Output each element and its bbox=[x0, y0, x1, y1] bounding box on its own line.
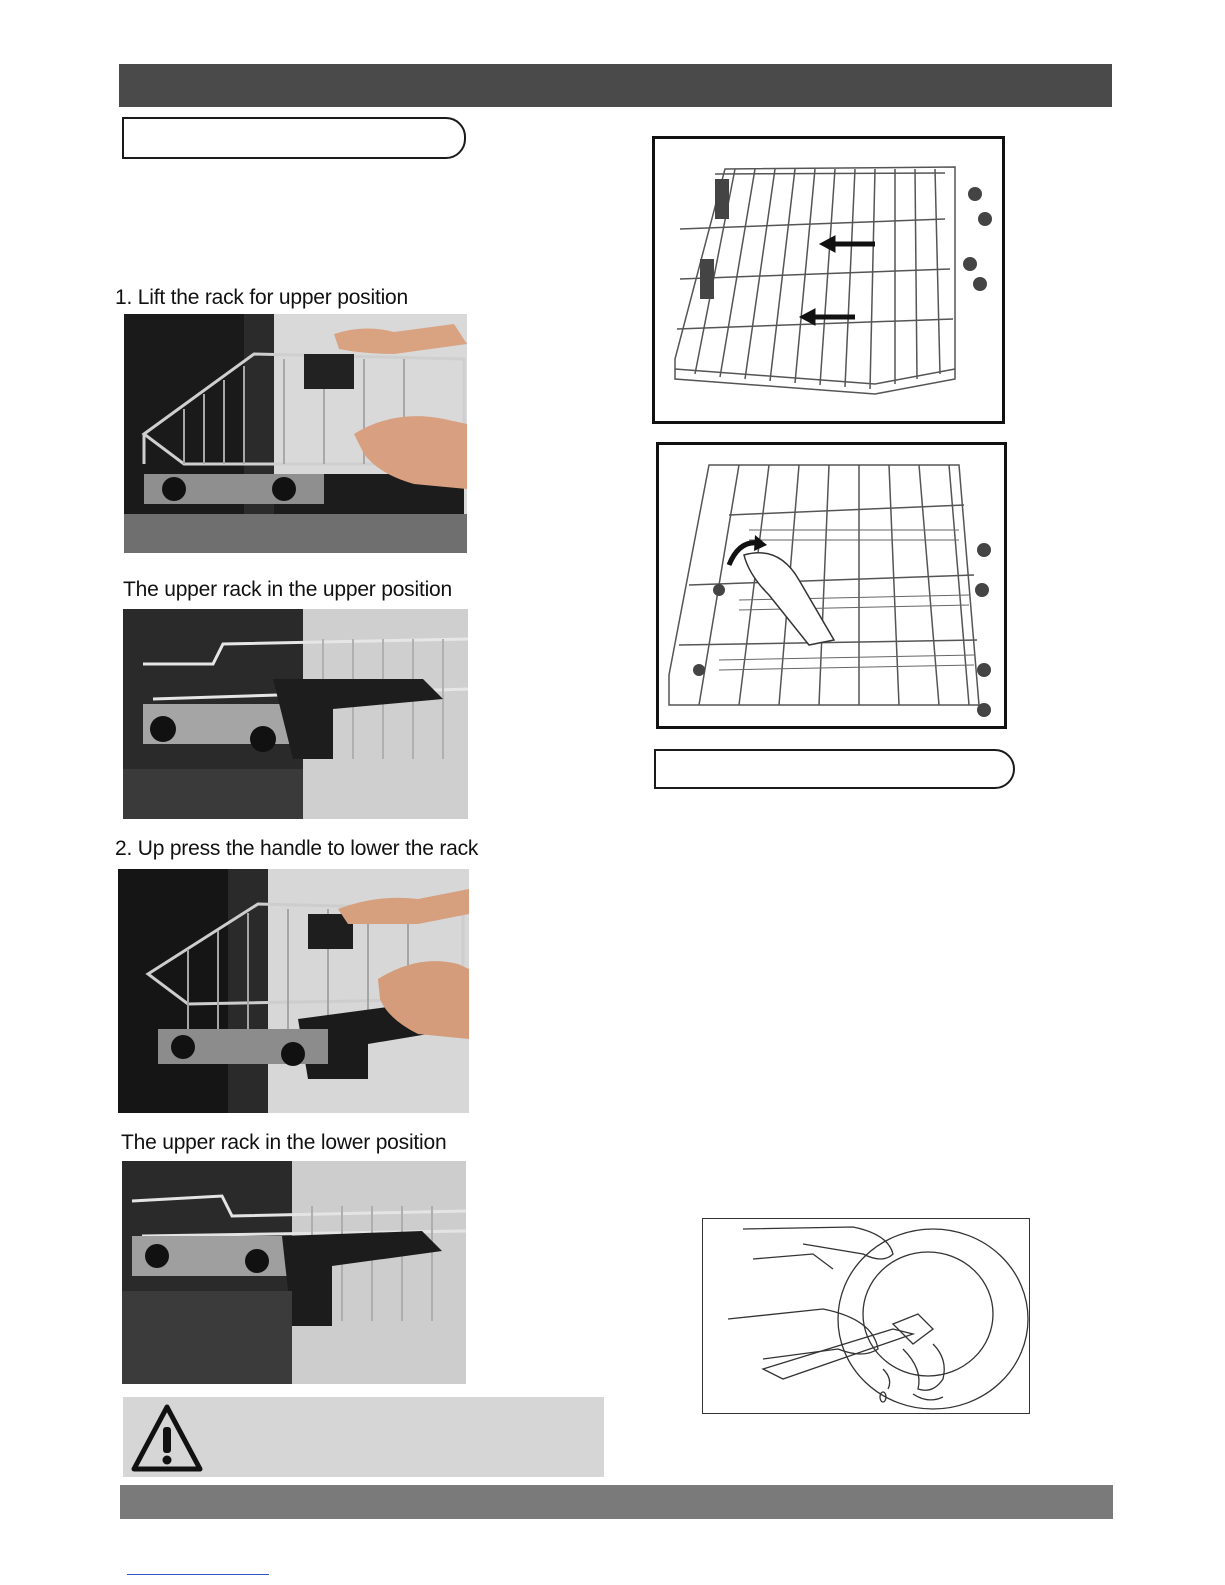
diagram-scrape-plate bbox=[702, 1218, 1030, 1414]
upper-position-caption: The upper rack in the upper position bbox=[123, 578, 453, 601]
warning-triangle-icon bbox=[130, 1403, 204, 1473]
footer-bar bbox=[120, 1485, 1113, 1519]
lower-position-caption: The upper rack in the lower position bbox=[121, 1131, 447, 1154]
photo-lower-position bbox=[122, 1161, 466, 1384]
photo-lift-rack bbox=[124, 314, 467, 553]
photo-upper-position bbox=[123, 609, 468, 819]
warning-box bbox=[123, 1397, 604, 1477]
section-heading-tab bbox=[122, 117, 466, 159]
footer-link-underline bbox=[127, 1574, 269, 1575]
step-1-caption: 1. Lift the rack for upper position bbox=[115, 286, 408, 309]
section-heading-tab-right bbox=[654, 749, 1015, 789]
diagram-rack-hand bbox=[656, 442, 1007, 729]
header-bar bbox=[119, 64, 1112, 107]
photo-lower-rack bbox=[118, 869, 469, 1113]
step-2-caption: 2. Up press the handle to lower the rack bbox=[115, 837, 479, 860]
diagram-rack-removal bbox=[652, 136, 1005, 424]
